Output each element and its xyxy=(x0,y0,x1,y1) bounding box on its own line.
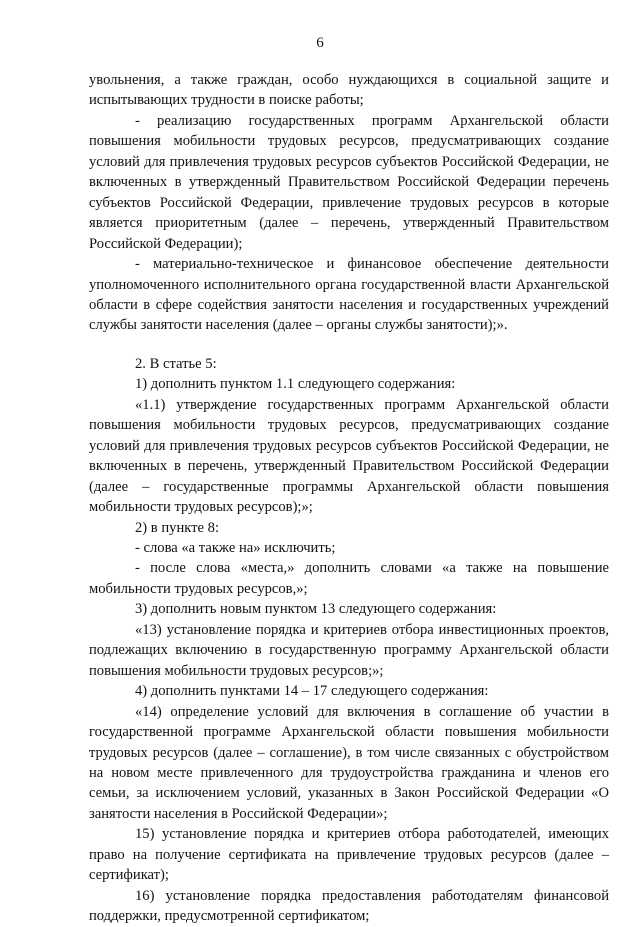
amendment-item-1: 1) дополнить пунктом 1.1 следующего содержания: xyxy=(135,376,456,393)
section-heading-article-5: 2. В статье 5: xyxy=(135,355,217,372)
list-item-material-support: - материально-техническое и финансовое обеспечение деятельности уполномоченного исполнительного органа государственной власти Архангельской области в сфере содействия занятости населения и государственных учреждений службы занятости населения (далее – органы службы занятости);». xyxy=(89,256,609,334)
amendment-item-2: 2) в пункте 8: xyxy=(135,519,220,536)
quoted-clause-1-1: «1.1) утверждение государственных программ Архангельской области повышения мобильности трудовых ресурсов, предусматривающих создание условий для привлечения трудовых ресурсов субъектов Российской Федерации, не включенных в перечень, утвержденный Правительством Российской Федерации (далее – государственные программы Архангельской области повышения мобильности трудовых ресурсов);»; xyxy=(89,396,609,516)
amendment-subitem-add-words: - после слова «места,» дополнить словами «а также на повышение мобильности трудовых ресурсов,»; xyxy=(89,560,609,597)
quoted-clause-15: 15) установление порядка и критериев отбора работодателей, имеющих право на получение сертификата на привлечение трудовых ресурсов (далее – сертификат); xyxy=(89,826,609,884)
list-item-mobility-programs: - реализацию государственных программ Архангельской области повышения мобильности трудовых ресурсов, предусматривающих создание условий для привлечения трудовых ресурсов субъектов Российской Федерации, не включенных в утвержденный Правительством Российской Федерации перечень субъектов Российской Федерации, привлечение трудовых ресурсов в которые является приоритетным (далее – перечень, утвержденный Правительством Российской Федерации); xyxy=(89,112,609,252)
amendment-item-3: 3) дополнить новым пунктом 13 следующего содержания: xyxy=(135,601,497,618)
quoted-clause-13: «13) установление порядка и критериев отбора инвестиционных проектов, подлежащих включению в государственную программу Архангельской области повышения мобильности трудовых ресурсов;»; xyxy=(89,621,609,679)
quoted-clause-14: «14) определение условий для включения в соглашение об участии в государственной программе Архангельской области повышения мобильности трудовых ресурсов (далее – соглашение), в том числе связанных с обустройством на новом месте привлеченного для трудоустройства гражданина и членов его семьи, за исключением условий, указанных в Закон Российской Федерации «О занятости населения в Российской Федерации»; xyxy=(89,703,609,822)
paragraph-continuation: увольнения, а также граждан, особо нуждающихся в социальной защите и испытывающих трудности в поиске работы; xyxy=(89,72,609,109)
document-body xyxy=(89,70,609,927)
amendment-subitem-remove-words: - слова «а также на» исключить; xyxy=(135,539,336,556)
page-number: 6 xyxy=(316,35,324,51)
amendment-item-4: 4) дополнить пунктами 14 – 17 следующего содержания: xyxy=(135,683,489,700)
quoted-clause-16: 16) установление порядка предоставления работодателям финансовой поддержки, предусмотренной сертификатом; xyxy=(89,887,609,925)
